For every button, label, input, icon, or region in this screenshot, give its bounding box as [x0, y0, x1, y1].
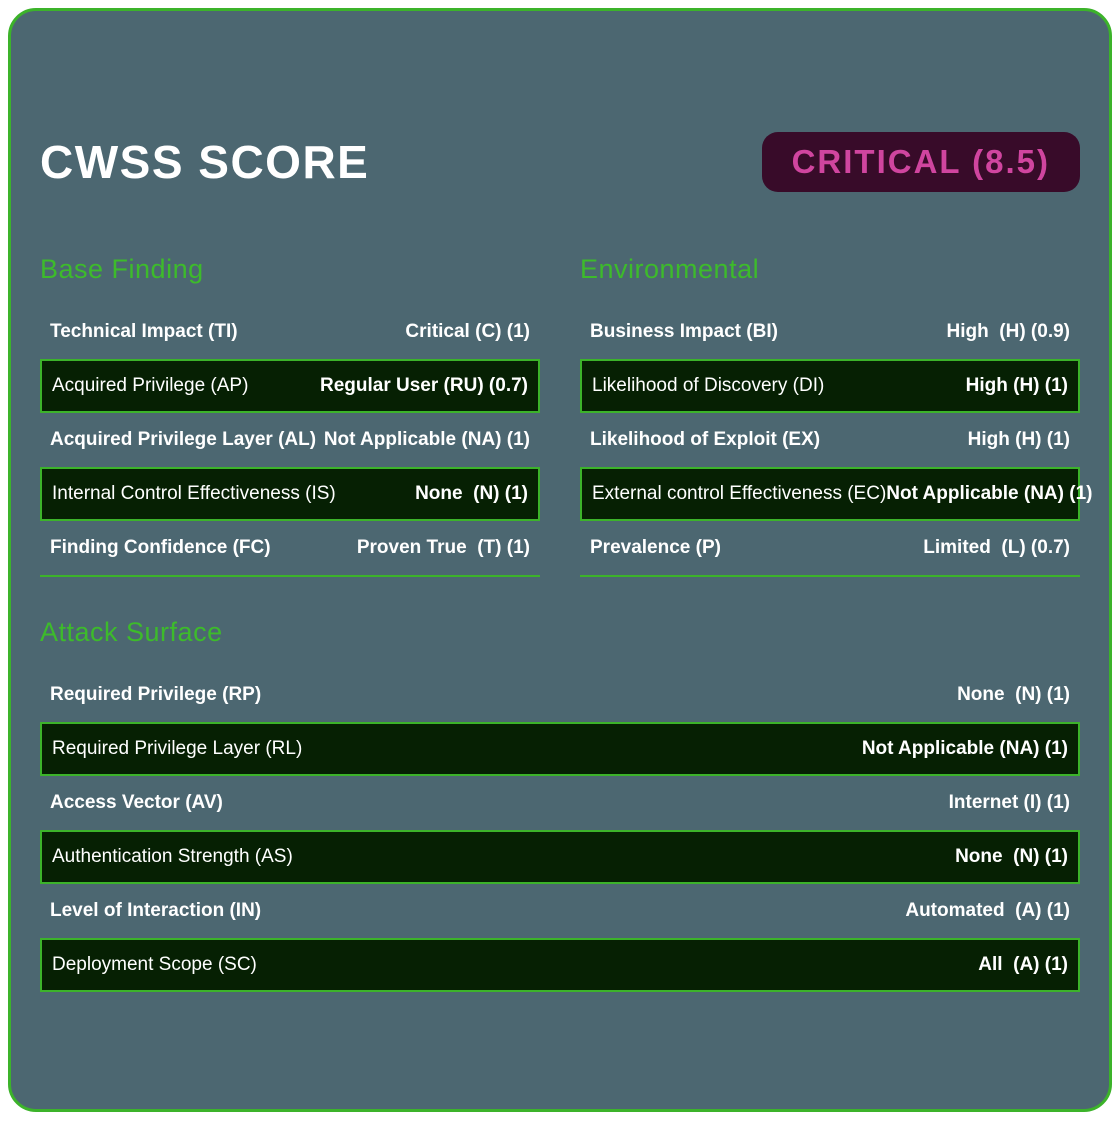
- metric-value: Internet (I) (1): [948, 792, 1070, 813]
- table-row: [40, 884, 1080, 938]
- table-row: [580, 521, 1080, 575]
- metric-label: Internal Control Effectiveness (IS): [52, 483, 336, 504]
- page-title: CWSS SCORE: [40, 136, 370, 188]
- metric-value: High (H) (1): [965, 375, 1068, 396]
- metric-label: Prevalence (P): [590, 537, 721, 558]
- metric-label: Deployment Scope (SC): [52, 954, 257, 975]
- metric-label: Business Impact (BI): [590, 321, 778, 342]
- table-row: [40, 359, 540, 413]
- table-row: [40, 722, 1080, 776]
- table-row: [40, 668, 1080, 722]
- metric-value: All (A) (1): [978, 954, 1068, 975]
- metric-value: Proven True (T) (1): [356, 537, 530, 558]
- base-finding-table: [40, 305, 540, 577]
- metric-label: Technical Impact (TI): [50, 321, 238, 342]
- metric-value: High (H) (0.9): [946, 321, 1070, 342]
- table-row: [40, 776, 1080, 830]
- metric-value: Not Applicable (NA) (1): [886, 483, 1093, 504]
- table-row: [580, 305, 1080, 359]
- attack-surface-title: Attack Surface: [40, 617, 223, 647]
- table-row: [40, 467, 540, 521]
- table-row: [40, 521, 540, 575]
- table-row: [580, 359, 1080, 413]
- table-row: [580, 467, 1093, 521]
- metric-value: Not Applicable (NA) (1): [861, 738, 1068, 759]
- metric-label: Acquired Privilege Layer (AL): [50, 429, 317, 450]
- cwss-score-card: [8, 8, 1112, 1112]
- table-row: [580, 413, 1080, 467]
- metric-label: Access Vector (AV): [50, 792, 223, 813]
- environmental-section: [580, 254, 1093, 577]
- metric-label: Level of Interaction (IN): [50, 900, 262, 921]
- metric-value: Limited (L) (0.7): [923, 537, 1070, 558]
- table-row: [40, 413, 540, 467]
- metric-value: Regular User (RU) (0.7): [320, 375, 528, 396]
- metric-value: None (N) (1): [415, 483, 528, 504]
- metric-label: Likelihood of Discovery (DI): [592, 375, 825, 396]
- attack-surface-table: [40, 668, 1080, 992]
- metric-value: Not Applicable (NA) (1): [323, 429, 530, 450]
- metric-label: External control Effectiveness (EC): [592, 483, 887, 504]
- metric-value: High (H) (1): [967, 429, 1070, 450]
- base-finding-section: [40, 255, 540, 577]
- metric-label: Authentication Strength (AS): [52, 846, 293, 867]
- metric-label: Required Privilege Layer (RL): [52, 738, 303, 759]
- table-row: [40, 830, 1080, 884]
- table-row: [40, 938, 1080, 992]
- base-finding-title: Base Finding: [40, 254, 204, 284]
- environmental-table: [580, 305, 1093, 577]
- attack-surface-section: [40, 618, 1080, 992]
- metric-label: Likelihood of Exploit (EX): [590, 429, 821, 450]
- metric-value: Critical (C) (1): [405, 321, 530, 342]
- metric-value: Automated (A) (1): [905, 900, 1070, 921]
- metric-label: Finding Confidence (FC): [50, 537, 271, 558]
- metric-value: None (N) (1): [957, 684, 1070, 705]
- severity-badge: CRITICAL (8.5): [762, 132, 1080, 192]
- table-row: [40, 305, 540, 359]
- metric-value: None (N) (1): [955, 846, 1068, 867]
- metric-label: Required Privilege (RP): [50, 684, 262, 705]
- environmental-title: Environmental: [580, 254, 760, 284]
- metric-label: Acquired Privilege (AP): [52, 375, 249, 396]
- card-header: [40, 131, 1080, 193]
- score-columns: [40, 254, 1093, 577]
